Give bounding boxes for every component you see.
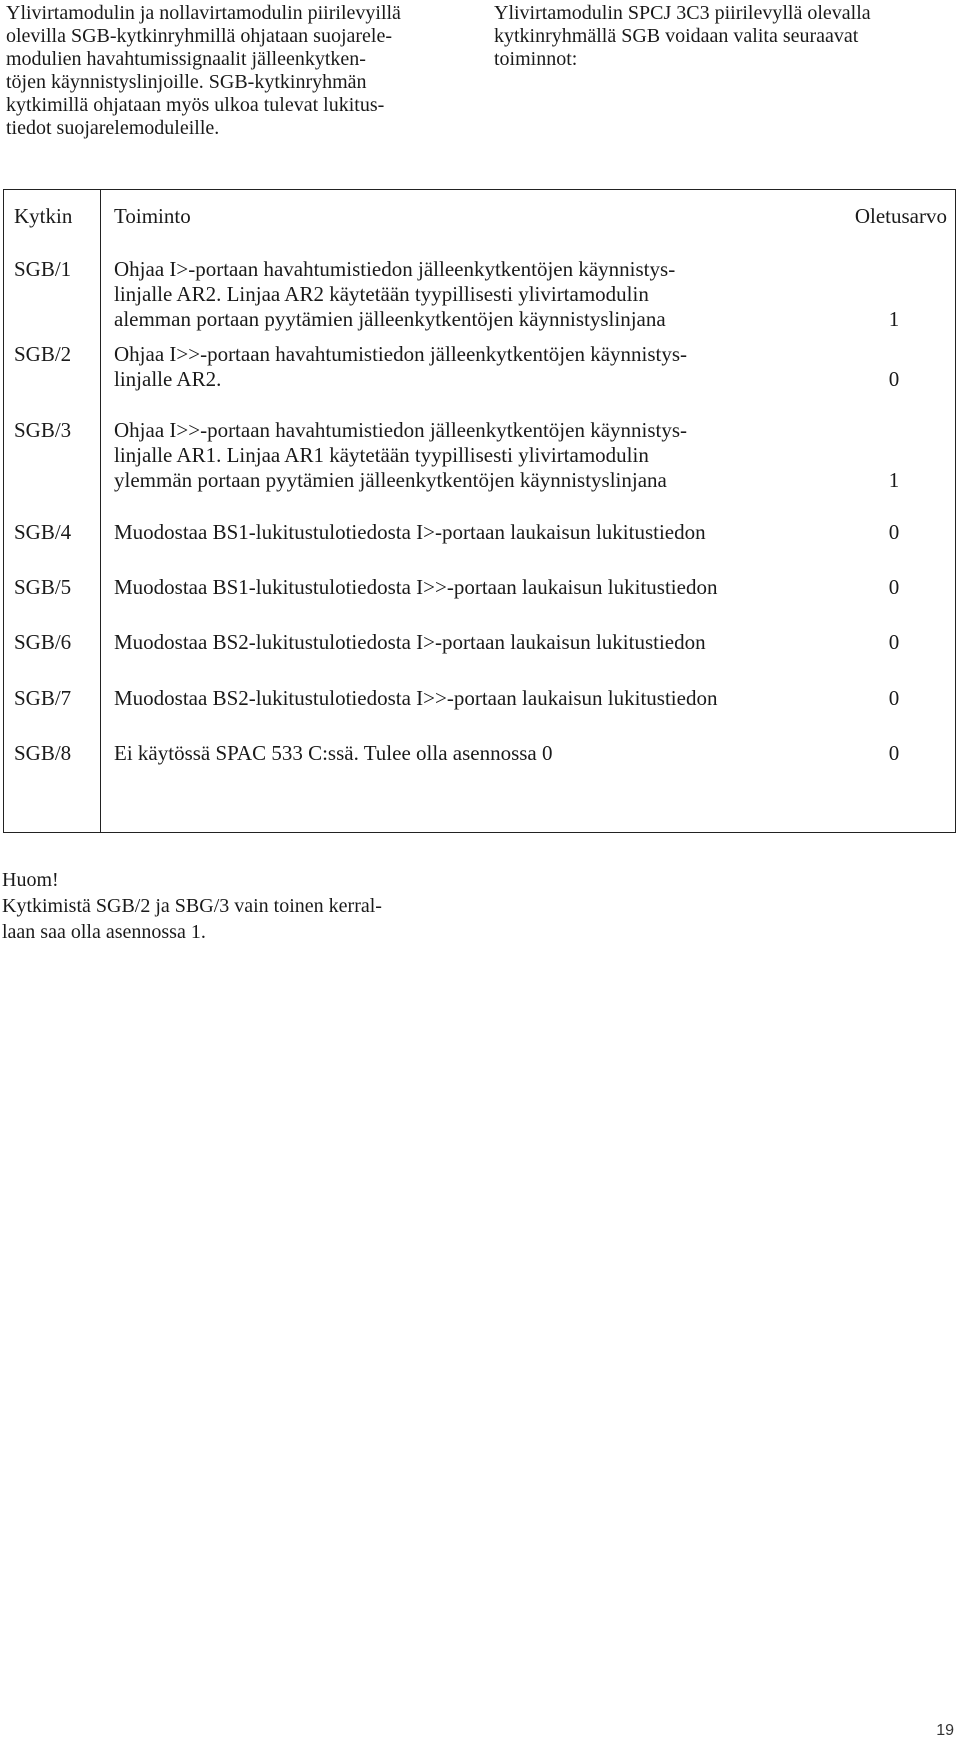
intro-paragraph-left: Ylivirtamodulin ja nollavirtamodulin piirilevyillä olevilla SGB-kytkinryhmillä ohjataan suojarele- modulien havahtumissignaalit jälleenkytken- töjen käynnistyslinjoille. SGB-kytkinryhmän kytkimillä ohjataan myös ulkoa tulevat lukitus- tiedot suojarelemoduleille. (6, 2, 401, 139)
page-number: 19 (936, 1722, 954, 1739)
header-switch: Kytkin (14, 204, 73, 228)
note-text: Huom! Kytkimistä SGB/2 ja SBG/3 vain toinen kerral- laan saa olla asennossa 1. (2, 869, 382, 943)
row-4-default: 0 (888, 520, 900, 544)
row-3-default: 1 (888, 468, 900, 492)
row-2-function: Ohjaa I>>-portaan havahtumistiedon jälleenkytkentöjen käynnistys- linjalle AR2. (114, 342, 688, 391)
header-function: Toiminto (114, 204, 191, 228)
table-column-divider (100, 190, 101, 832)
row-3-function: Ohjaa I>>-portaan havahtumistiedon jälleenkytkentöjen käynnistys- linjalle AR1. Linjaa AR1 käytetään tyypillisesti ylivirtamodulin ylemmän portaan pyytämien jälleenkytkentöjen käynnistyslinjana (114, 418, 688, 492)
row-1-function: Ohjaa I>-portaan havahtumistiedon jälleenkytkentöjen käynnistys- linjalle AR2. Linjaa AR2 käytetään tyypillisesti ylivirtamodulin alemman portaan pyytämien jälleenkytkentöjen käynnistyslinjana (114, 257, 676, 331)
row-6-function: Muodostaa BS2-lukitustulotiedosta I>-portaan laukaisun lukitustiedon (114, 630, 706, 654)
header-default: Oletusarvo (854, 204, 947, 228)
row-6-default: 0 (888, 630, 900, 654)
row-8-switch: SGB/8 (14, 741, 72, 765)
row-5-default: 0 (888, 575, 900, 599)
row-3-switch: SGB/3 (14, 418, 72, 442)
row-1-switch: SGB/1 (14, 257, 72, 281)
row-2-switch: SGB/2 (14, 342, 72, 366)
row-7-default: 0 (888, 686, 900, 710)
row-2-default: 0 (888, 367, 900, 391)
row-8-function: Ei käytössä SPAC 533 C:ssä. Tulee olla asennossa 0 (114, 741, 553, 765)
row-4-switch: SGB/4 (14, 520, 72, 544)
switch-table (3, 189, 956, 833)
row-8-default: 0 (888, 741, 900, 765)
row-6-switch: SGB/6 (14, 630, 72, 654)
row-7-switch: SGB/7 (14, 686, 72, 710)
row-4-function: Muodostaa BS1-lukitustulotiedosta I>-portaan laukaisun lukitustiedon (114, 520, 706, 544)
row-1-default: 1 (888, 307, 900, 331)
row-5-function: Muodostaa BS1-lukitustulotiedosta I>>-portaan laukaisun lukitustiedon (114, 575, 718, 599)
intro-paragraph-right: Ylivirtamodulin SPCJ 3C3 piirilevyllä olevalla kytkinryhmällä SGB voidaan valita seuraavat toiminnot: (494, 2, 871, 70)
row-7-function: Muodostaa BS2-lukitustulotiedosta I>>-portaan laukaisun lukitustiedon (114, 686, 718, 710)
row-5-switch: SGB/5 (14, 575, 72, 599)
